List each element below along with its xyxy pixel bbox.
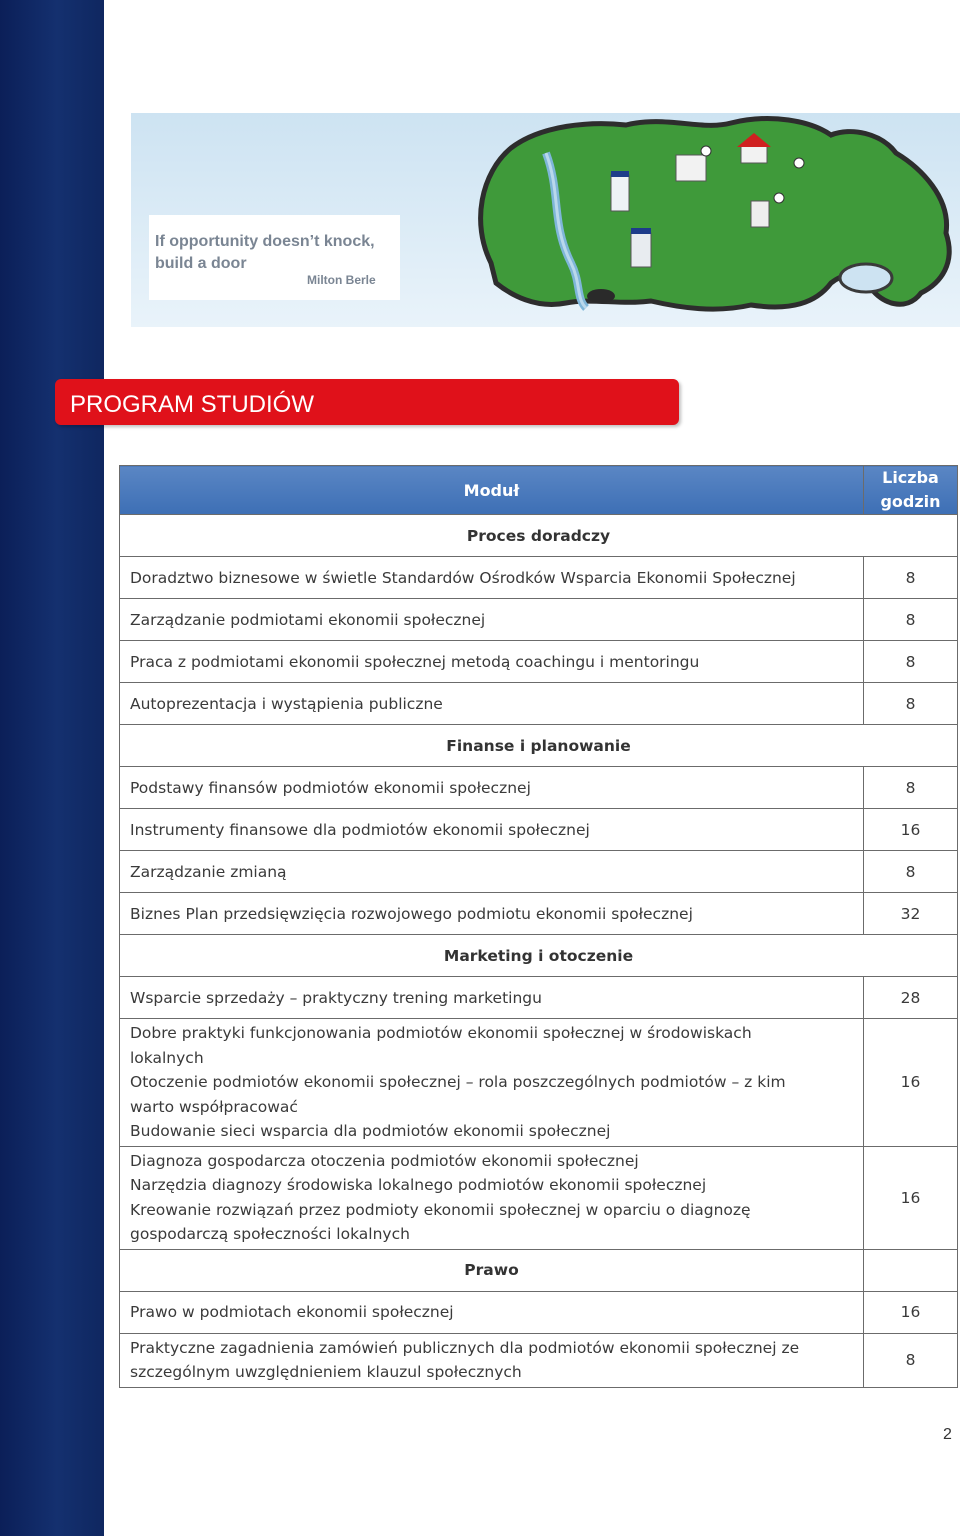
table-row <box>120 683 958 725</box>
module-hours: 8 <box>864 1333 958 1387</box>
module-name: Praca z podmiotami ekonomii społecznej metodą coachingu i mentoringu <box>120 641 864 683</box>
section-row <box>120 1249 958 1291</box>
module-name: Podstawy finansów podmiotów ekonomii społecznej <box>120 767 864 809</box>
module-name: Autoprezentacja i wystąpienia publiczne <box>120 683 864 725</box>
table-row-group <box>120 1333 958 1387</box>
module-name: Biznes Plan przedsięwzięcia rozwojowego podmiotu ekonomii społecznej <box>120 893 864 935</box>
quote-author: Milton Berle <box>307 273 376 287</box>
module-hours: 8 <box>864 683 958 725</box>
module-hours: 16 <box>864 1291 958 1333</box>
table-row <box>120 557 958 599</box>
module-name: Prawo w podmiotach ekonomii społecznej <box>120 1291 864 1333</box>
table-row <box>120 851 958 893</box>
module-hours: 8 <box>864 851 958 893</box>
section-row <box>120 515 958 557</box>
section-title-marketing: Marketing i otoczenie <box>120 935 958 977</box>
module-hours: 32 <box>864 893 958 935</box>
island-illustration <box>451 113 960 327</box>
section-title-proces: Proces doradczy <box>120 515 958 557</box>
quote-line-2: build a door <box>155 255 247 272</box>
section-row <box>120 935 958 977</box>
module-hours: 8 <box>864 767 958 809</box>
table-row-group <box>120 1146 958 1249</box>
banner-image <box>131 113 960 327</box>
section-title-prawo: Prawo <box>120 1249 864 1291</box>
module-name: Zarządzanie zmianą <box>120 851 864 893</box>
module-hours: 16 <box>864 1019 958 1147</box>
module-group-text: Diagnoza gospodarcza otoczenia podmiotów ekonomii społecznej Narzędzia diagnozy środowiska lokalnego podmiotów ekonomii społecznej Kreowanie rozwiązań przez podmioty ekonomii społecznej w oparciu o diagnozę gospodarczą społeczności lokalnych <box>120 1146 864 1249</box>
table-row <box>120 599 958 641</box>
table-row <box>120 641 958 683</box>
module-name: Doradztwo biznesowe w świetle Standardów Ośrodków Wsparcia Ekonomii Społecznej <box>120 557 864 599</box>
program-table <box>119 465 958 1388</box>
table-row <box>120 893 958 935</box>
module-hours: 8 <box>864 641 958 683</box>
quote-box <box>149 215 400 300</box>
page-number: 2 <box>943 1426 952 1443</box>
table-row <box>120 1291 958 1333</box>
header-module: Moduł <box>120 466 864 515</box>
module-group-text: Dobre praktyki funkcjonowania podmiotów ekonomii społecznej w środowiskach lokalnych Otoczenie podmiotów ekonomii społecznej – rola poszczególnych podmiotów – z kim warto współpracować Budowanie sieci wsparcia dla podmiotów ekonomii społecznej <box>120 1019 864 1147</box>
section-empty-cell <box>864 1249 958 1291</box>
module-name: Instrumenty finansowe dla podmiotów ekonomii społecznej <box>120 809 864 851</box>
section-header-program <box>55 379 679 425</box>
module-hours: 28 <box>864 977 958 1019</box>
module-group-text: Praktyczne zagadnienia zamówień publicznych dla podmiotów ekonomii społecznej ze szczególnym uwzględnieniem klauzul społecznych <box>120 1333 864 1387</box>
table-row <box>120 767 958 809</box>
module-hours: 16 <box>864 1146 958 1249</box>
module-hours: 8 <box>864 599 958 641</box>
module-name: Zarządzanie podmiotami ekonomii społecznej <box>120 599 864 641</box>
table-header-row <box>120 466 958 515</box>
table-row <box>120 977 958 1019</box>
left-side-bar <box>0 0 104 1536</box>
quote-line-1: If opportunity doesn’t knock, <box>155 233 375 250</box>
table-row <box>120 809 958 851</box>
module-hours: 8 <box>864 557 958 599</box>
header-hours: Liczba godzin <box>864 466 958 515</box>
section-title-finanse: Finanse i planowanie <box>120 725 958 767</box>
section-title: PROGRAM STUDIÓW <box>70 391 314 418</box>
module-hours: 16 <box>864 809 958 851</box>
module-name: Wsparcie sprzedaży – praktyczny trening marketingu <box>120 977 864 1019</box>
section-row <box>120 725 958 767</box>
table-row-group <box>120 1019 958 1147</box>
